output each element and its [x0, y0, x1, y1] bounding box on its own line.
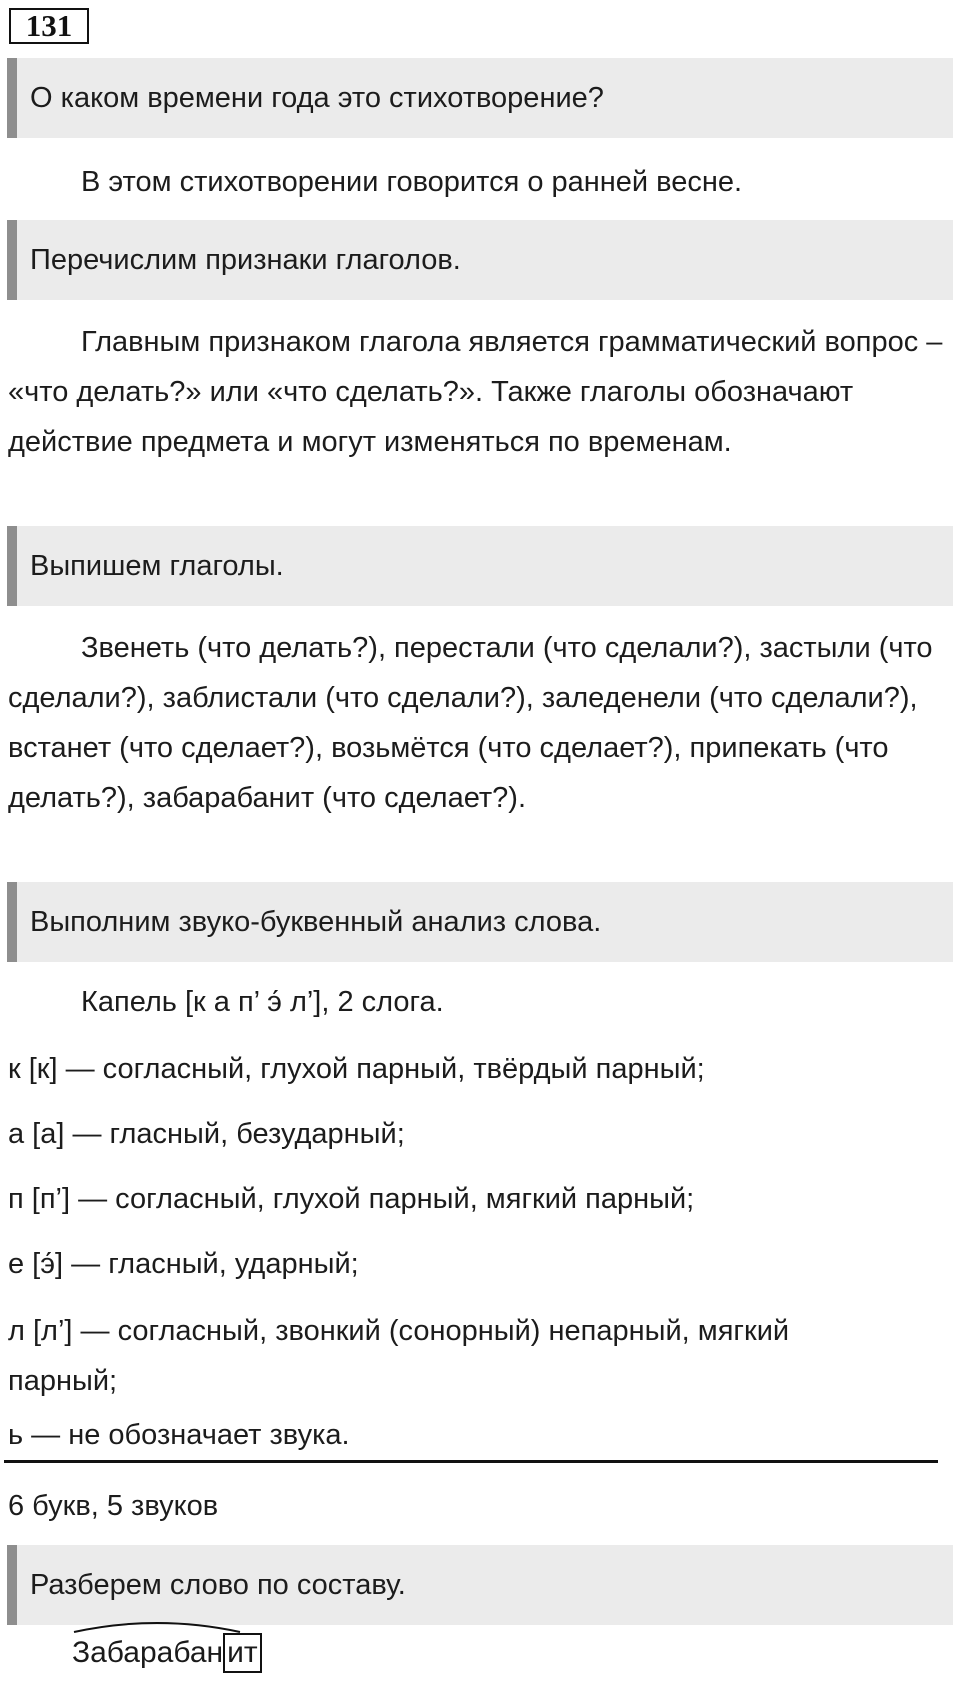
analysis-line-a: а [а] — гласный, безударный; — [8, 1118, 405, 1150]
analysis-line-l: л [л’] — согласный, звонкий (сонорный) непарный, мягкий — [8, 1315, 790, 1347]
question-season: О каком времени года это стихотворение? — [7, 58, 953, 138]
morpheme-ending-box: ит — [223, 1633, 262, 1673]
question-sound-analysis: Выполним звуко-буквенный анализ слова. — [7, 882, 953, 962]
question-word-structure: Разберем слово по составу. — [7, 1545, 953, 1625]
question-verb-features: Перечислим признаки глаголов. — [7, 220, 953, 300]
question-write-verbs: Выпишем глаголы. — [7, 526, 953, 606]
answer-verbs-list — [8, 623, 952, 823]
answer-verb-features — [8, 317, 952, 467]
task-number: 131 — [9, 8, 89, 44]
letters-sounds-summary: 6 букв, 5 звуков — [8, 1490, 219, 1522]
morpheme-root-text: Забарабан — [72, 1636, 224, 1669]
morpheme-root — [72, 1628, 223, 1678]
divider-line — [4, 1460, 938, 1463]
transcription-line: Капель [к а п’ э́ л’], 2 слога. — [81, 986, 444, 1018]
analysis-line-l-cont: парный; — [8, 1365, 118, 1397]
answer-season-text: В этом стихотворении говорится о ранней весне. — [81, 166, 743, 198]
analysis-line-p: п [п’] — согласный, глухой парный, мягкий парный; — [8, 1183, 695, 1215]
morpheme-analysis — [72, 1628, 262, 1678]
analysis-line-k: к [к] — согласный, глухой парный, твёрдый парный; — [8, 1053, 705, 1085]
analysis-line-soft-sign: ь — не обозначает звука. — [8, 1419, 350, 1451]
answer-verbs-list-text: Звенеть (что делать?), перестали (что сделали?), застыли (что сделали?), заблистали (что сделали?), заледенели (что сделали?), встанет (что сделает?), возьмётся (что сделает?), припекать (что делать?), забарабанит (что сделает?). — [8, 632, 933, 814]
answer-verb-features-text: Главным признаком глагола является грамматический вопрос – «что делать?» или «что сделать?». Также глаголы обозначают действие предмета и могут изменяться по временам. — [8, 326, 943, 458]
root-arc-mark — [72, 1620, 242, 1634]
analysis-line-e: е [э́] — гласный, ударный; — [8, 1248, 359, 1280]
answer-season — [8, 157, 952, 207]
